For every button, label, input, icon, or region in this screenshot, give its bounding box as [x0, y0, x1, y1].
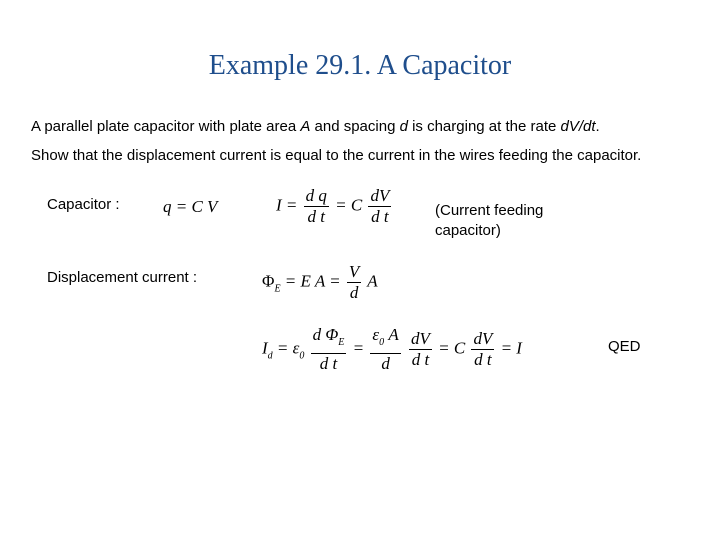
text-segment: and spacing	[310, 118, 400, 135]
numerator-text: d Φ	[312, 325, 339, 344]
equals-c: = C	[335, 195, 363, 215]
fraction-denominator: d t	[371, 207, 389, 226]
numerator-rest: A	[384, 325, 399, 344]
dq-dt-fraction	[304, 186, 329, 227]
displacement-current-label: Displacement current :	[47, 269, 198, 286]
dv-dt-fraction-1	[409, 329, 432, 370]
fraction-denominator: d t	[319, 354, 338, 373]
problem-statement-line-2: Show that the displacement current is equal to the current in the wires feeding the capacitor.	[31, 147, 642, 164]
numerator-text: ε	[372, 325, 380, 344]
equals-epsilon: = ε	[276, 338, 300, 358]
fraction-denominator: d	[381, 354, 390, 373]
dphi-dt-fraction	[311, 325, 347, 374]
flux-equation	[262, 262, 378, 303]
equals-c: = C	[438, 338, 466, 358]
displacement-current-equation	[262, 325, 522, 374]
flux-middle: = E A =	[284, 271, 341, 291]
phi-subscript: E	[274, 283, 281, 295]
dv-dt-fraction	[368, 186, 391, 227]
capacitor-label: Capacitor :	[47, 196, 120, 213]
variable-rate: dV/dt	[560, 118, 596, 135]
fraction-numerator	[370, 325, 400, 354]
numerator-subscript: E	[338, 337, 345, 348]
fraction-numerator	[311, 325, 347, 354]
fraction-numerator: V	[348, 262, 360, 281]
fraction-numerator: dV	[410, 329, 430, 348]
current-lhs: I =	[276, 195, 298, 215]
id-subscript: d	[267, 350, 273, 362]
epsilon-subscript: 0	[299, 350, 305, 362]
charge-equation: q = C V	[163, 197, 218, 216]
variable-d: d	[399, 118, 408, 135]
eps-a-over-d-fraction	[370, 325, 400, 374]
text-segment: A parallel plate capacitor with plate area	[31, 118, 301, 135]
page-title: Example 29.1. A Capacitor	[208, 50, 512, 81]
id-symbol: I	[262, 338, 268, 358]
fraction-denominator: d t	[307, 207, 325, 226]
equals-i: = I	[500, 338, 522, 358]
dv-dt-fraction-2	[471, 329, 494, 370]
equals-sign: =	[352, 338, 365, 358]
fraction-denominator: d t	[474, 350, 492, 369]
text-segment: .	[595, 118, 600, 135]
variable-A: A	[300, 118, 311, 135]
numerator-subscript: 0	[379, 337, 385, 348]
current-feeding-note: (Current feeding capacitor)	[435, 202, 544, 239]
qed-label: QED	[608, 338, 641, 355]
fraction-numerator: dV	[473, 329, 493, 348]
flux-tail: A	[367, 271, 378, 291]
text-segment: is charging at the rate	[407, 118, 561, 135]
fraction-denominator: d t	[411, 350, 430, 369]
phi-symbol: Φ	[262, 271, 275, 291]
problem-statement-line-1	[31, 118, 600, 136]
fraction-numerator: dV	[370, 186, 390, 205]
fraction-denominator: d	[349, 283, 359, 302]
current-equation	[276, 186, 393, 227]
fraction-numerator: d q	[305, 186, 327, 205]
v-over-d-fraction	[347, 262, 361, 303]
